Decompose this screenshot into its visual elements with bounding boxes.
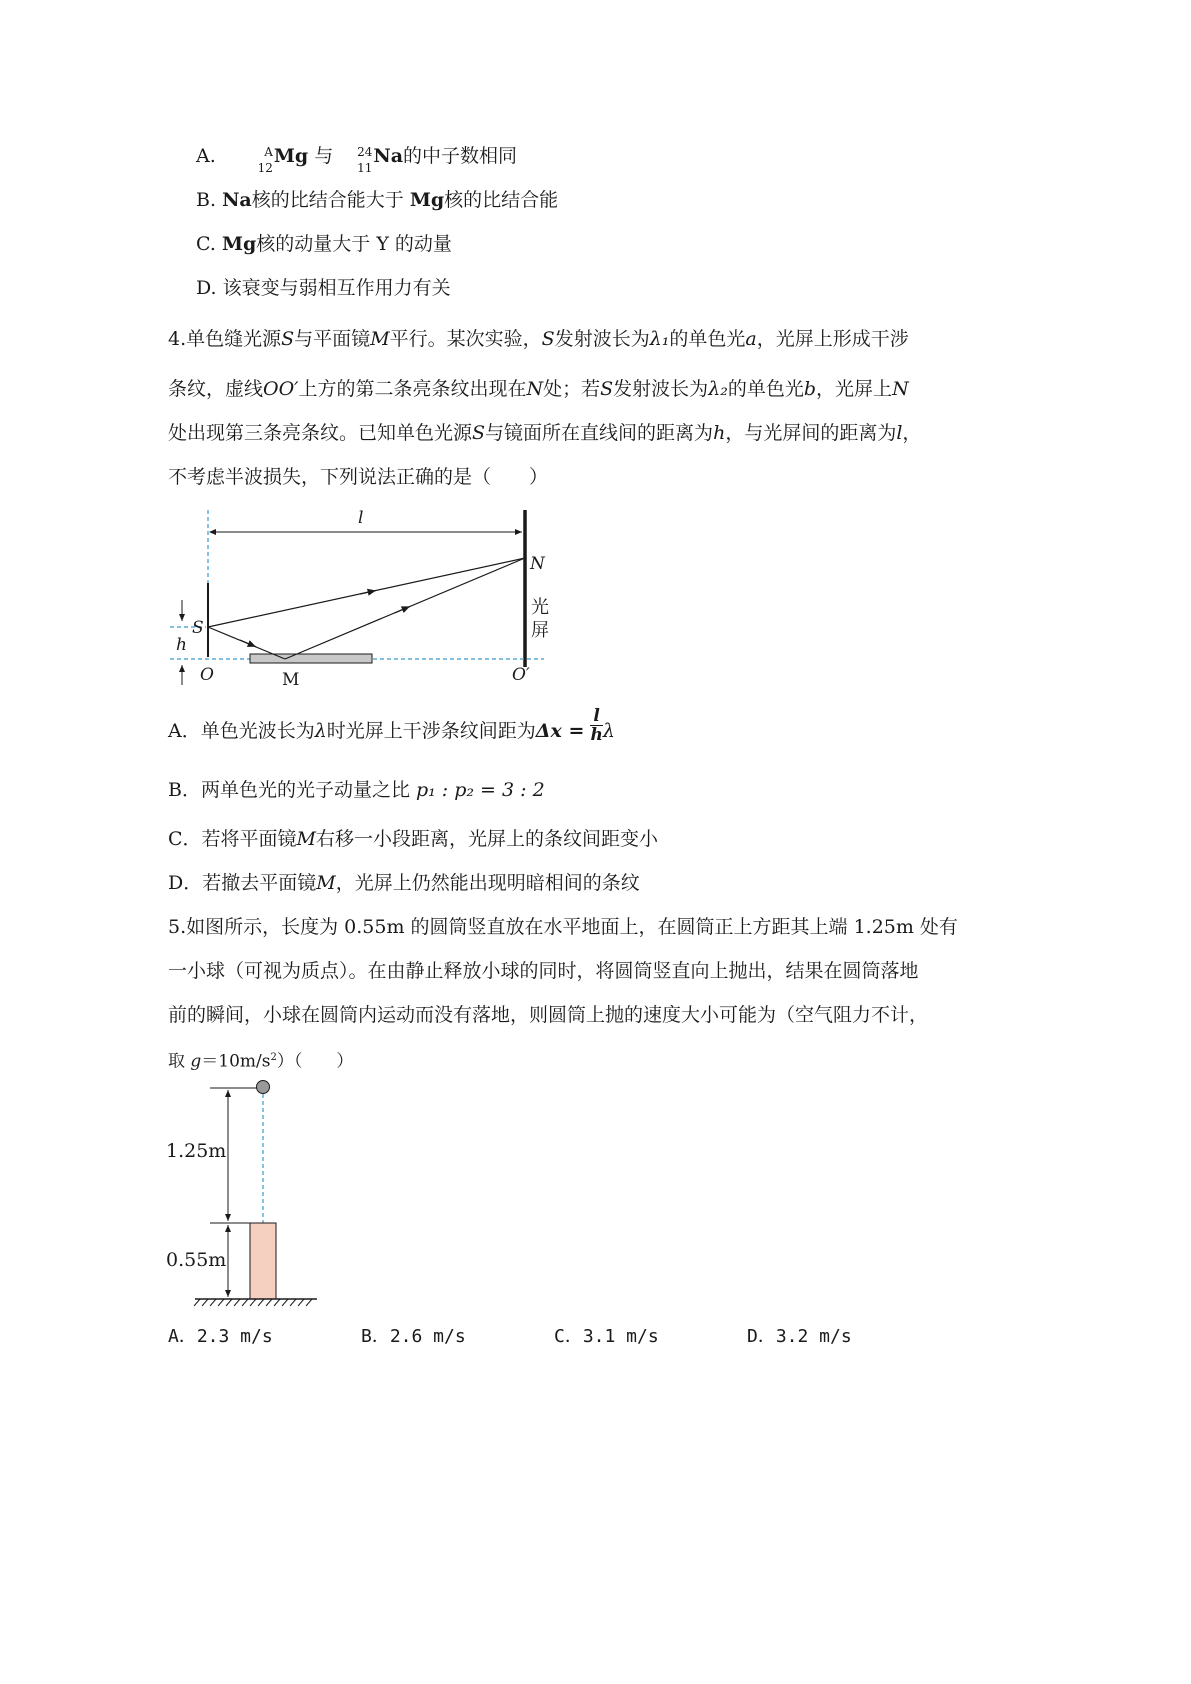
label-O: O: [200, 665, 214, 685]
q5-stem-line-1: 5.如图所示，长度为 0.55m 的圆筒竖直放在水平地面上，在圆筒正上方距其上端 1.25m 处有: [168, 916, 958, 938]
ground-hatch: [194, 1299, 312, 1306]
element-symbol: Na: [373, 145, 404, 167]
q5-option-c: C．3.1 m/s: [554, 1326, 659, 1347]
mass-number: 24: [357, 145, 373, 159]
q3-option-c: [196, 231, 452, 257]
q4-interference-figure: [170, 505, 560, 690]
isotope-mass-notation: [351, 143, 373, 175]
element-symbol: Mg: [221, 233, 257, 255]
element-symbol: Mg: [273, 145, 309, 167]
label-N: N: [530, 554, 545, 574]
label-h: h: [176, 635, 187, 655]
element-symbol: Na: [222, 189, 252, 211]
option-text: 核的比结合能大于: [251, 189, 404, 211]
isotope-mass-notation: [252, 143, 274, 175]
q5-stem-line-2: 一小球（可视为质点）。在由静止释放小球的同时，将圆筒竖直向上抛出，结果在圆筒落地: [168, 960, 919, 982]
connector-text: 与: [314, 145, 334, 167]
ball: [257, 1081, 270, 1094]
q4-stem-line-1: 4.单色缝光源S与平面镜M平行。某次实验，S发射波长为λ₁的单色光a，光屏上形成干涉: [168, 328, 909, 350]
element-symbol: Mg: [409, 189, 445, 211]
label-1-25m: 1.25m: [166, 1140, 227, 1162]
atomic-number: 12: [257, 161, 273, 175]
q5-option-a: A．2.3 m/s: [168, 1326, 273, 1347]
q5-stem-line-3: 前的瞬间，小球在圆筒内运动而没有落地，则圆筒上抛的速度大小可能为（空气阻力不计，: [168, 1004, 929, 1026]
q5-tube-figure: [160, 1075, 335, 1310]
q4-stem-line-3: 处出现第三条亮条纹。已知单色光源S与镜面所在直线间的距离为h，与光屏间的距离为l，: [168, 422, 922, 444]
option-text: 该衰变与弱相互作用力有关: [222, 277, 451, 299]
option-text: 核的比结合能: [444, 189, 559, 211]
q3-option-b: [196, 187, 558, 213]
label-0-55m: 0.55m: [166, 1249, 227, 1271]
option-label: A.: [196, 145, 216, 167]
q5-option-d: D．3.2 m/s: [747, 1326, 852, 1347]
label-M: M: [282, 670, 300, 690]
q5-stem-line-4: 取 $g=10m/s^2$）（ ）: [168, 1051, 354, 1072]
q3-option-a: [196, 143, 518, 175]
option-text: 核的动量大于 Y 的动量: [256, 233, 452, 255]
q4-stem-line-4: 不考虑半波损失，下列说法正确的是（ ）: [168, 466, 549, 488]
mass-number: A: [264, 145, 273, 159]
q4-option-d: D．若撤去平面镜M，光屏上仍然能出现明暗相间的条纹: [168, 872, 640, 894]
option-text: 的中子数相同: [403, 145, 518, 167]
q4-option-c: C．若将平面镜M右移一小段距离，光屏上的条纹间距变小: [168, 828, 659, 850]
q4-option-a: A．单色光波长为λ时光屏上干涉条纹间距为Δx = $\frac{l}{h}$ λ: [168, 705, 615, 745]
tube: [250, 1223, 276, 1299]
label-O-prime: O′: [512, 665, 530, 685]
atomic-number: 11: [357, 161, 373, 175]
fraction-l-over-h: $\frac{l}{h}$: [590, 705, 603, 745]
label-screen-1: 光: [531, 597, 549, 618]
option-label: B.: [196, 189, 217, 211]
label-l: l: [358, 508, 364, 528]
q4-stem-line-2: 条纹，虚线OO′上方的第二条亮条纹出现在N处；若S发射波长为λ₂的单色光b，光屏上N: [168, 378, 909, 400]
q3-option-d: [196, 275, 451, 301]
label-S: S: [192, 618, 204, 638]
option-label: D.: [196, 277, 217, 299]
q5-option-b: B．2.6 m/s: [361, 1326, 466, 1347]
q4-option-b: B．两单色光的光子动量之比 p₁ : p₂ = 3 : 2: [168, 779, 545, 801]
option-label: C.: [196, 233, 216, 255]
label-screen-2: 屏: [531, 620, 549, 641]
mirror-M: [250, 654, 372, 663]
